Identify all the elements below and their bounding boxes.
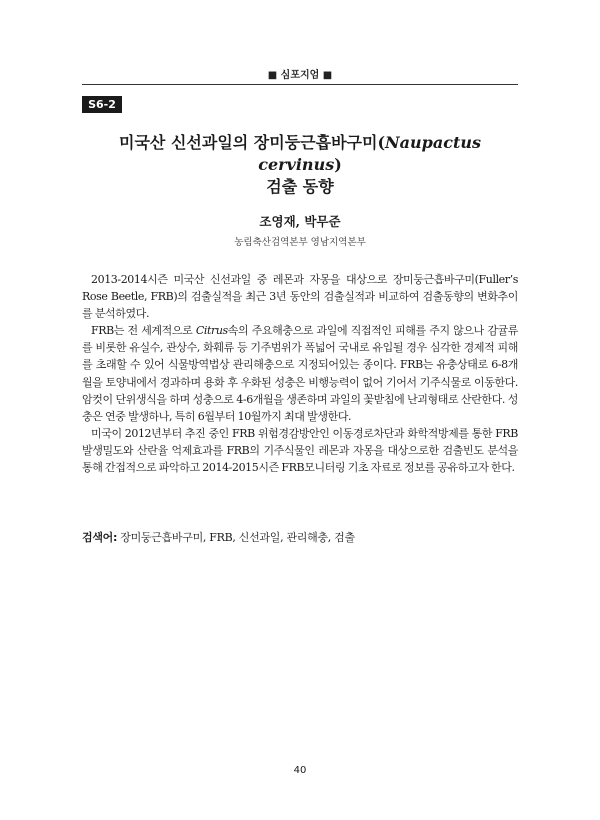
header-divider (82, 84, 518, 85)
abstract-paragraph-1: 2013-2014시즌 미국산 신선과일 중 레몬과 자몽을 대상으로 장미둥근흡바구미(Fuller’s Rose Beetle, FRB)의 검출실적을 최근 3년 동안의 검출실적과 비교하여 검출동향의 변화추이를 분석하였다. (82, 273, 518, 321)
title-line-1 (82, 132, 518, 176)
keywords (82, 530, 518, 546)
abstract-paragraph-2-rest: 속의 주요해충으로 과일에 직접적인 피해를 주지 않으나 감귤류를 비롯한 유실수, 관상수, 화훼류 등 기주범위가 폭넓어 국내로 유입될 경우 심각한 경제적 피해를 초래할 수 있어 식물방역법상 관리해충으로 지정되어있는 종이다. FRB는 유충상태로 6-8개월을 토양내에서 경과하며 용화 후 우화된 성충은 비행능력이 없어 기어서 기주식물로 이동한다. 암컷이 단위생식을 하며 성충으로 4-6개월을 생존하며 과일의 꽃받침에 난괴형태로 산란한다. 성충은 연중 발생하나, 특히 6월부터 10월까지 최대 발생한다. (82, 324, 519, 423)
abstract-paragraph-2-start: FRB는 전 세계적으로 (91, 324, 196, 338)
authors: 조영재, 박무준 (259, 214, 341, 229)
title-prefix: 미국산 신선과일의 장미둥근흡바구미( (119, 133, 386, 152)
paper-title (82, 132, 518, 198)
keywords-label: 검색어: (82, 531, 118, 544)
title-line-2: 검출 동향 (266, 177, 334, 196)
page-number: 40 (293, 765, 307, 776)
abstract (82, 271, 518, 476)
abstract-genus-name: Citrus (195, 324, 228, 338)
section-header: ■ 심포지엄 ■ (267, 70, 333, 81)
title-suffix: ) (334, 155, 342, 174)
session-label: S6-2 (82, 96, 122, 113)
abstract-paragraph-3: 미국이 2012년부터 추진 중인 FRB 위험경감방안인 이동경로차단과 화학적방제를 통한 FRB 발생밀도와 산란율 억제효과를 FRB의 기주식물인 레몬과 자몽을 대상으로한 검출빈도 분석을 통해 간접적으로 파악하고 2014-2015시즌 FRB모니터링 기초 자료로 정보를 공유하고자 한다. (82, 426, 518, 475)
title-scientific-name: Naupactus cervinus (258, 133, 481, 174)
affiliation: 농림축산검역본부 영남지역본부 (234, 237, 366, 248)
abstract-paragraph-2 (82, 322, 518, 425)
keywords-text: 장미둥근흡바구미, FRB, 신선과일, 관리해충, 검출 (120, 531, 355, 544)
